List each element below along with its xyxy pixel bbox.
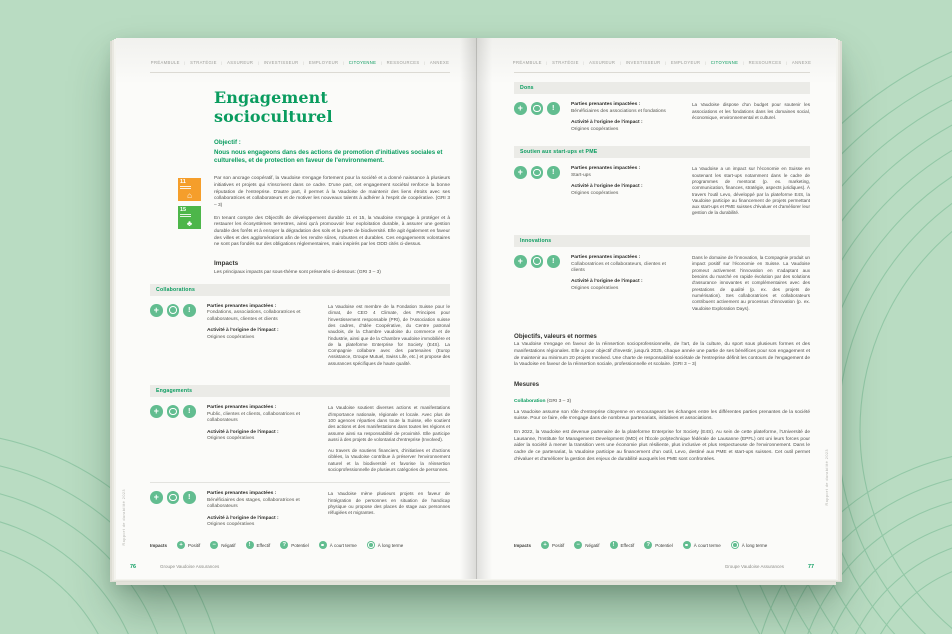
page-footer <box>130 564 450 570</box>
legend-item-negatif <box>210 541 235 549</box>
nav-strategie[interactable]: STRATÉGIE <box>190 60 217 65</box>
chapter-nav <box>514 60 810 73</box>
impact-description: La Vaudoise est membre de la Fondation Suisse pour le climat, de CEO 4 Climate, des Principes pour l'investissement responsable (PRI), de l'Association suisse des cadres, d'Idée Coopérative, du Centre patronal vaudois, de la Chambre vaudoise du commerce et de l'industrie, ainsi que de la Chambre vaudoise immobilière et de la plateforme Enterprise for Society (E4S). La Compagnie collabore avec des partenaires (Europ Assistance, Groupe Mutuel, Swiss Life, etc.) et propose des assurances spécifiques de haute qualité. <box>328 304 450 366</box>
page-number: 76 <box>130 564 136 570</box>
sdg-15-number: 15 <box>180 206 187 213</box>
impact-description: La Vaudoise soutient diverses actions et manifestations d'importance nationale, régionale et locale. Avec plus de 100 agences réparties dans toute la Suisse, elle soutient des actions et des manifestations dans toutes les régions et assume ainsi sa responsabilité de proximité. Elle participe aussi à des projets de volontariat d'entreprise (Involved). <box>328 405 450 442</box>
legend-label: À long terme <box>377 542 404 548</box>
nav-investisseur[interactable]: INVESTISSEUR <box>263 60 299 65</box>
page-right <box>476 38 836 579</box>
impacts-legend <box>150 541 452 549</box>
page-title: Engagement socioculturel <box>214 88 333 126</box>
impact-description: La Vaudoise mène plusieurs projets en faveur de l'intégration de personnes en situation de handicap physique ou propose des places de stage aux personnes réfugiées et migrantes. <box>328 491 450 516</box>
plus-icon: + <box>177 541 185 549</box>
impact-description-cell <box>692 255 810 317</box>
positive-impact-icon: + <box>150 405 163 418</box>
positive-impact-icon: + <box>514 166 527 179</box>
impact-description-cell <box>692 166 810 221</box>
stakeholders-cell <box>207 491 317 528</box>
intro-paragraph-2: En tenant compte des Objectifs de développement durable 11 et 15, la Vaudoise s'engage à protéger et à restaurer les écosystèmes terrestres, ainsi qu'à promouvoir leur exploitation durable, à assurer une gestion durable des forêts et à enrayer la dégradation des sols et la perte de biodiversité. Elle agit également en faveur des villes et des agglomérations afin de les rendre sûres, robustes et durables. Ces engagements volontaires ne sont pas fondés sur des obligations réglementaires, mais inspirés par les ODD cités ci-dessus. <box>214 215 450 248</box>
sdg-11-number: 11 <box>180 178 186 185</box>
legend-label: Potentiel <box>291 542 309 548</box>
legend-item-potentiel <box>280 541 309 549</box>
objective-label: Objectif : <box>214 139 241 146</box>
nav-separator: | <box>342 60 345 65</box>
nav-separator: | <box>184 60 186 65</box>
effective-impact-icon: ! <box>183 405 196 418</box>
nav-employeur[interactable]: EMPLOYEUR <box>670 60 701 65</box>
footer-company: Groupe Vaudoise Assurances <box>724 564 784 569</box>
activity-label: Activité à l'origine de l'impact : <box>207 515 279 521</box>
legend-item-positif <box>541 541 564 549</box>
long-term-clock-icon <box>731 541 739 549</box>
legend-label: À court terme <box>693 542 721 548</box>
nav-separator: | <box>742 60 745 65</box>
section-header-engagements <box>150 385 450 397</box>
measures-paragraph-2: En 2022, la Vaudoise est devenue partenaire de la plateforme Enterprise for Society (E4S). Au sein de cette plateforme, l'Université de Lausanne, l'Institute for Management Development (IMD) et l'École polytechnique fédérale de Lausanne (EPFL) ont uni leurs forces pour aider la société à mener la transition vers une économie plus résiliente, plus inclusive et plus respectueuse de l'environnement. Dans le cadre de ce partenariat, la Vaudoise participe au financement d'un outil, Levo, destiné aux PME et start-ups suisses. Cet outil permet d'évaluer et d'améliorer la gestion des enjeux de durabilité auxquels les PME sont confrontées. <box>514 430 810 462</box>
nav-investisseur[interactable]: INVESTISSEUR <box>625 60 661 65</box>
spine-text: Rapport de durabilité 2023 <box>825 448 829 505</box>
impact-icons <box>150 491 196 528</box>
section-title: Collaborations <box>156 286 196 293</box>
section-header-dons <box>514 82 810 94</box>
impact-icons <box>150 304 196 372</box>
impact-row <box>514 94 810 137</box>
long-term-impact-icon <box>167 405 180 418</box>
impact-description: La Vaudoise a un impact sur l'économie en Suisse en soutenant les start-ups notamment dans le cadre de programmes de mentorat (p. ex. marketing, communication, finances, stratégie, aspects juridiques). À travers l'outil Levo, développé par la plateforme E4S, la Vaudoise participe au financement de projets permettant aux start-ups et PME suisses d'évaluer et d'améliorer leur gestion de la durabilité. <box>692 166 810 216</box>
spine-text: Rapport de durabilité 2023 <box>122 488 126 545</box>
activity-value: Origines coopératives <box>571 126 619 132</box>
measures-paragraph-1: La Vaudoise assume son rôle d'entreprise citoyenne en encourageant les échanges entre les différentes parties prenantes de la société suisse. Pour ce faire, elle s'engage dans de nombreux partenariats, initiatives et associations. <box>514 409 810 422</box>
stakeholders-value: Fondations, associations, collaboratrices et collaborateurs, clientes et clients <box>207 310 301 322</box>
question-icon: ? <box>280 541 288 549</box>
positive-impact-icon: + <box>514 255 527 268</box>
impact-row <box>150 482 450 532</box>
long-term-clock-icon <box>367 541 375 549</box>
activity-value: Origines coopératives <box>207 334 255 340</box>
nav-separator: | <box>221 60 223 65</box>
positive-impact-icon: + <box>150 491 163 504</box>
nav-citoyenne-active[interactable]: CITOYENNE <box>348 60 377 65</box>
stakeholders-cell <box>571 102 681 133</box>
stakeholders-label: Parties prenantes impactées : <box>571 255 641 261</box>
activity-value: Origines coopératives <box>207 435 255 441</box>
positive-impact-icon: + <box>514 102 527 115</box>
impact-description-cell <box>328 491 450 528</box>
exclamation-icon: ! <box>246 541 254 549</box>
nav-citoyenne-active[interactable]: CITOYENNE <box>710 60 739 65</box>
effective-impact-icon: ! <box>183 304 196 317</box>
activity-value: Origines coopératives <box>571 285 619 291</box>
tree-icon: ♣ <box>186 219 193 229</box>
stakeholders-value: Collaboratrices et collaborateurs, clientes et clients <box>571 261 666 273</box>
effective-impact-icon: ! <box>547 166 560 179</box>
stakeholders-cell <box>571 166 681 221</box>
nav-separator: | <box>257 60 260 65</box>
stakeholders-label: Parties prenantes impactées : <box>571 166 641 172</box>
impact-description: La Vaudoise dispose d'un budget pour soutenir les associations et les fondations dans les domaines social, économique, environnemental et culturel. <box>692 102 810 120</box>
report-spread <box>116 38 836 579</box>
intro-text <box>214 176 450 249</box>
sdg-column <box>178 178 201 229</box>
legend-title: Impacts <box>514 542 532 548</box>
intro-paragraph-1: Par son ancrage coopératif, la Vaudoise s'engage fortement pour la société et a donné naissance à plusieurs initiatives et projets qui s'inscrivent dans ce cadre. D'une part, cet engagement sociétal renforce la bonne réputation de l'entreprise. D'autre part, il permet à la Vaudoise de maintenir des liens étroits avec ses collaboratrices et collaborateurs et de motiver les nouveaux talents à adhérer à l'esprit de coopérative. (GRI 3 – 3) <box>214 176 450 208</box>
positive-impact-icon: + <box>150 304 163 317</box>
effective-impact-icon: ! <box>547 255 560 268</box>
impact-row <box>150 397 450 482</box>
activity-label: Activité à l'origine de l'impact : <box>571 120 643 126</box>
legend-item-positif <box>177 541 200 549</box>
legend-item-negatif <box>574 541 599 549</box>
section-header-startups <box>514 146 810 158</box>
legend-label: À long terme <box>741 542 768 548</box>
long-term-impact-icon <box>167 304 180 317</box>
impact-description: Au travers de soutiens financiers, d'initiatives et d'actions ciblées, la Vaudoise contribue à préserver l'environnement naturel et la biodiversité et favorise la réinsertion socioprofessionnelle de plusieurs catégories de personnes. <box>328 448 450 473</box>
minus-icon: − <box>574 541 582 549</box>
nav-separator: | <box>424 60 426 65</box>
stakeholders-value: Public, clientes et clients, collaboratrices et collaborateurs <box>207 411 300 424</box>
objectives-text: La Vaudoise s'engage en faveur de la réinsertion socioprofessionnelle, de l'art, de la culture, du sport sous plusieurs formes et des manifestations régionales. Elle a pour objectif d'investir, jusqu'à 2025, chaque année une partie de ses bénéfices pour son engagement et de maintenir au minimum 20 projets Involved. Une charte de responsabilité sociétale de l'entreprise définit les contours de l'engagement de la Vaudoise en faveur de la réinsertion sociale, professionnelle et scolaire. (GRI 3 – 3) <box>514 342 810 368</box>
objective-text: Nous nous engageons dans des actions de promotion d'initiatives sociales et culturelles, et de protection en faveur de l'environnement. <box>214 148 443 164</box>
nav-ressources[interactable]: RESSOURCES <box>386 60 420 65</box>
legend-item-long-terme <box>367 541 404 549</box>
legend-label: Potentiel <box>655 542 673 548</box>
long-term-impact-icon <box>531 166 544 179</box>
activity-label: Activité à l'origine de l'impact : <box>207 328 279 334</box>
objective-block <box>214 139 450 165</box>
activity-label: Activité à l'origine de l'impact : <box>207 429 279 435</box>
nav-separator: | <box>380 60 383 65</box>
legend-label: Négatif <box>585 542 600 548</box>
nav-preambule[interactable]: PRÉAMBULE <box>512 60 542 65</box>
effective-impact-icon: ! <box>547 102 560 115</box>
exclamation-icon: ! <box>610 541 618 549</box>
nav-separator: | <box>786 60 788 65</box>
stakeholders-label: Parties prenantes impactées : <box>207 491 277 497</box>
page-footer <box>514 564 814 570</box>
impact-description-cell <box>328 405 450 478</box>
legend-label: Positif <box>188 542 201 548</box>
stakeholders-label: Parties prenantes impactées : <box>207 405 277 411</box>
long-term-impact-icon <box>531 255 544 268</box>
activity-value: Origines coopératives <box>571 190 619 196</box>
effective-impact-icon: ! <box>183 491 196 504</box>
legend-item-court-terme <box>683 541 721 549</box>
legend-item-effectif <box>610 541 635 549</box>
objectives-heading: Objectifs, valeurs et normes <box>514 332 597 340</box>
legend-label: Positif <box>552 542 565 548</box>
activity-label: Activité à l'origine de l'impact : <box>571 279 643 285</box>
page-number: 77 <box>808 564 814 570</box>
impact-description: Dans le domaine de l'innovation, la Compagnie produit un impact positif sur l'économie en Suisse. La Vaudoise promeut activement l'innovation en s'adaptant aux besoins du marché en rapide évolution par des solutions d'assurance innovantes et complémentaires avec des prestations de qualité (p. ex. des projets de numérisation). Ses collaboratrices et collaborateurs contribuent activement au processus d'innovation (p. ex. Vaudoise Exploration Days). <box>692 255 810 311</box>
section-title: Dons <box>520 85 534 92</box>
chapter-nav <box>150 60 450 73</box>
nav-separator: | <box>303 60 305 65</box>
question-icon: ? <box>644 541 652 549</box>
short-term-clock-icon <box>683 541 691 549</box>
minus-icon: − <box>210 541 218 549</box>
nav-annexe[interactable]: ANNEXE <box>429 60 450 65</box>
plus-icon: + <box>541 541 549 549</box>
impact-icons <box>514 255 560 317</box>
legend-item-long-terme <box>731 541 768 549</box>
legend-title: Impacts <box>150 542 168 548</box>
long-term-impact-icon <box>167 491 180 504</box>
intro-block <box>150 176 450 249</box>
footer-company: Groupe Vaudoise Assurances <box>160 564 220 569</box>
impacts-legend <box>514 541 812 549</box>
impact-row <box>514 158 810 225</box>
legend-label: Effectif <box>620 542 635 548</box>
section-title: Innovations <box>520 237 552 244</box>
nav-separator: | <box>704 60 707 65</box>
impact-icons <box>514 102 560 133</box>
nav-assureur[interactable]: ASSUREUR <box>227 60 254 65</box>
long-term-impact-icon <box>531 102 544 115</box>
page-left <box>116 38 476 579</box>
impacts-heading: Impacts <box>214 260 239 268</box>
stakeholders-label: Parties prenantes impactées : <box>571 102 641 108</box>
legend-item-effectif <box>246 541 271 549</box>
legend-item-potentiel <box>644 541 673 549</box>
impact-description-cell <box>692 102 810 133</box>
nav-preambule[interactable]: PRÉAMBULE <box>150 60 180 65</box>
city-buildings-icon: ⌂ <box>187 191 192 201</box>
short-term-clock-icon <box>319 541 327 549</box>
section-title: Engagements <box>156 388 193 395</box>
nav-separator: | <box>583 60 585 65</box>
section-header-innovations <box>514 235 810 247</box>
nav-employeur[interactable]: EMPLOYEUR <box>308 60 339 65</box>
nav-assureur[interactable]: ASSUREUR <box>589 60 616 65</box>
nav-separator: | <box>665 60 667 65</box>
nav-separator: | <box>546 60 548 65</box>
stakeholders-cell <box>207 304 317 372</box>
impacts-intro: Les principaux impacts par sous-thème sont présentés ci-dessous: (GRI 3 – 3) <box>214 269 381 275</box>
measure-gri: (GRI 3 – 3) <box>545 399 572 405</box>
impact-icons <box>150 405 196 478</box>
impact-description-cell <box>328 304 450 372</box>
nav-annexe[interactable]: ANNEXE <box>791 60 812 65</box>
section-header-collaborations <box>150 284 450 296</box>
stakeholders-label: Parties prenantes impactées : <box>207 304 277 310</box>
legend-label: Effectif <box>256 542 271 548</box>
nav-separator: | <box>619 60 622 65</box>
legend-item-court-terme <box>319 541 357 549</box>
nav-strategie[interactable]: STRATÉGIE <box>552 60 579 65</box>
stakeholders-cell <box>207 405 317 478</box>
impact-icons <box>514 166 560 221</box>
legend-label: À court terme <box>329 542 357 548</box>
measure-title-line <box>514 389 810 407</box>
stakeholders-value: Bénéficiaires des stages, collaboratrices et collaborateurs <box>207 497 300 510</box>
stakeholders-cell <box>571 255 681 317</box>
measures-heading: Mesures <box>514 381 540 389</box>
impact-row <box>514 247 810 321</box>
sdg-15-icon <box>178 206 201 229</box>
stakeholders-value: Start-ups <box>571 172 591 178</box>
measure-name: Collaboration <box>514 399 546 405</box>
legend-label: Négatif <box>221 542 236 548</box>
sdg-11-caption-lines <box>180 186 199 189</box>
stakeholders-value: Bénéficiaires des associations et fondations <box>571 108 666 114</box>
section-title: Soutien aux start-ups et PME <box>520 149 598 156</box>
activity-label: Activité à l'origine de l'impact : <box>571 184 643 190</box>
sdg-15-caption-lines <box>180 214 199 217</box>
activity-value: Origines coopératives <box>207 521 255 527</box>
sdg-11-icon <box>178 178 201 201</box>
nav-ressources[interactable]: RESSOURCES <box>748 60 782 65</box>
impact-row <box>150 296 450 376</box>
